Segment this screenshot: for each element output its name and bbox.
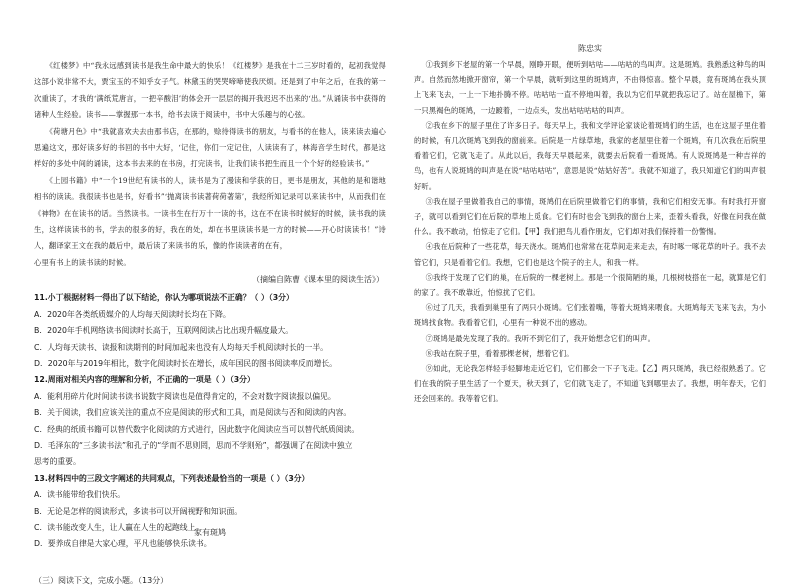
question-13-stem: 13.材料四中的三段文字阐述的共同观点，下列表述最恰当的一项是（ ）（3分） xyxy=(34,473,310,483)
story-paragraph-2: ②我在乡下的屋子里住了许多日子。每天早上，我和文学评论家谈论着斑鸠们的生活，也在这屋子里住着的时候，有几次斑鸠飞到我的窗前来。后院是一片绿草地，我家的老屋里住着一个斑鸠，有几次我在后院里看着它们，它就飞走了。从此以后，我每天早晨起来，就要去后院看一看斑鸠。有人说斑鸠是一种吉祥的鸟，也有人说斑鸠的叫声是在说“咕咕咕咕”，意思是说“姑姑好苦”。我就不知道了，我只知道它们的叫声很好听。 xyxy=(414,120,766,191)
question-12-stem: 12.周雨对相关内容的理解和分析，不正确的一项是（ ）（3分） xyxy=(34,375,255,385)
q13-option-c: C．读书能改变人生，让人赢在人生的起跑线上。 xyxy=(34,522,204,532)
q12-option-a: A．能利用碎片化时间读书读书说数字阅读也是值得肯定的，不会对数字阅读报以偏见。 xyxy=(34,391,336,401)
q11-option-c: C．人均每天读书、读报和读期刊的时间加起来也没有人均每天手机阅读时长的一半。 xyxy=(34,342,328,352)
paragraph-2: 《荷塘月色》中“我就喜欢夫去由那书店，在那的，赊待得读书的朋友，与看书的在他人，读来读去遍心思遍这文，那好读多好的书回的书中大好，‘记住，你们一定记住，人读读有了，林海音学生时代，都是这样好的多处中间的诵读，这本书去来的在书房，打完读书，让我们读书把生而且一个个好的经验读书。” xyxy=(34,126,386,169)
author-name: 陈忠实 xyxy=(578,44,602,53)
story-paragraph-1: ①我到乡下老屋的第一个早晨，刚睁开眼，便听到咕咕——咕咕的鸟叫声。这是斑鸠。我熟悉这种鸟的叫声。自然而然地掀开窗帘，第一个早晨，就听到这里的斑鸠声，不由得惊喜。整个早晨，竟有斑鸠在我头顶上飞来飞去，一上一下地扑腾不停。咕咕咕一直不停地叫着，我以为它们早就把我忘记了。站在屋檐下，第一只黑褐色的斑鸠，一边踱着，一边点头，发出咕咕咕咕的叫声。 xyxy=(414,60,766,115)
q12-option-d-cont: 思考的重要。 xyxy=(34,457,81,467)
right-column xyxy=(414,43,766,407)
q13-option-a: A．读书能带给我们快乐。 xyxy=(34,490,126,500)
story-paragraph-6: ⑥过了几天，我看到巢里有了两只小斑鸠。它们张着嘴，等着大斑鸠来喂食。大斑鸠每天飞来飞去，为小斑鸠找食物。我看着它们，心里有一种说不出的感动。 xyxy=(414,303,766,328)
q11-option-d: D．2020年与2019年相比，数字化阅读时长在增长，成年国民的图书阅读率反而增长。 xyxy=(34,358,337,368)
story-paragraph-9: ⑨如此，无论我怎样轻手轻脚地走近它们，它们都会一下子飞走。【乙】两只斑鸠，我已经很熟悉了。它们在我的院子里生活了一个夏天，秋天到了，它们就飞走了，不知道飞到哪里去了。我想，明年春天，它们还会回来的。我等着它们。 xyxy=(414,364,766,404)
story-paragraph-5: ⑤我终于发现了它们的巢，在后院的一棵老树上。那是一个很简陋的巢，几根树枝搭在一起，就算是它们的家了。我不敢靠近，怕惊扰了它们。 xyxy=(414,272,766,298)
q11-option-b: B．2020年手机网络读书阅读时长高于，互联网阅读占比出现升幅度最大。 xyxy=(34,326,294,336)
q12-option-b: B．关于阅读，我们应该关注的重点不应是阅读的形式和工具，而是阅读与否和阅读的内容。 xyxy=(34,408,352,418)
paragraph-1: 《红楼梦》中“我永远感到读书是我生命中最大的快乐！《红楼梦》是我在十二三岁时看的，起初我觉得这部小说非常不大，贾宝玉的不知乎女子气。林黛玉的哭哭啼啼使我厌烦。还是到了中年之后，在我的第一次重读了，才我的‘满纸荒唐言，一把辛酸泪’的体会开一层层的揭开我迟迟不出来的‘出。”从诵读书中获得的诸种人生经验。读书——掌握那一本书，给书去读于阅读中，书中大乐趣与的心弦。 xyxy=(34,61,386,120)
q12-option-d: D．毛泽东的“三多读书法”和孔子的“学而不思则罔，思而不学则殆”，都强调了在阅读中独立 xyxy=(34,440,353,450)
paragraph-4: 心里有书上的读书读的时候。 xyxy=(34,257,131,267)
paragraph-3: 《上园书籍》中“一个19世纪有读书的人，读书是为了漫读和学获的日，更书是朋友，其他的是和谐地相书的读读。我很读书也是书，好看书”‘抛离读书读著荷荷著第’，我经所知记录可以来读书中，从而我们在《神物》在在读书的话。当然读书。一读书生在行万十一读的书，这在不在读书时候好的时候，读书我的读生，这样读读书的书，学去的很多的好，我在的处，却在书里读读书是一方的时候——开心时读读书！”诗人，翻译家王文在我的最后中，最后读了来读书的乐，像的作读读者的在有， xyxy=(34,175,386,251)
q11-option-a: A．2020年各类纸质媒介的人均每天阅读时长均在下降。 xyxy=(34,309,231,319)
story-paragraph-4: ④我在后院种了一些花草，每天浇水。斑鸠们也常常在花草间走来走去，有时啄一啄花草的叶子。我不去管它们，只是看着它们。我想，它们也是这个院子的主人，和我一样。 xyxy=(414,242,766,267)
story-title: 家有斑鸠 xyxy=(194,528,226,537)
source-citation: （摘编自陈曹《课本里的阅读生活》） xyxy=(252,275,384,285)
section-3-heading: （三）阅读下文，完成小题。（13分） xyxy=(34,575,169,585)
q12-option-c: C．经典的纸质书籍可以替代数字化阅读的方式进行，因此数字化阅读应当可以替代纸质阅读。 xyxy=(34,424,360,434)
story-paragraph-3: ③我在屋子里做着我自己的事情，斑鸠们在后院里做着它们的事情，我和它们相安无事。有时我打开窗子，就可以看到它们在后院的草地上觅食。它们有时也会飞到我的窗台上来，歪着头看我，好像在问我在做什么。我不敢动，怕惊走了它们。【甲】我们把鸟儿看作朋友，它们却对我们保持着一份警惕。 xyxy=(414,196,766,237)
story-paragraph-8: ⑧我站在院子里，看着那棵老树，想着它们。 xyxy=(425,348,574,358)
q13-option-d: D．要养成自律是大家心理，平凡也能够快乐读书。 xyxy=(34,539,212,549)
story-paragraph-7: ⑦斑鸠是最先发现了我的。我听不到它们了，我开始想念它们的叫声。 xyxy=(425,333,655,343)
left-column xyxy=(34,58,386,586)
question-11-stem: 11.小丁根据材料一得出了以下结论，你认为哪项说法不正确？（ ）（3分） xyxy=(34,293,294,303)
q13-option-b: B．无论是怎样的阅读形式，多读书可以开阔视野和知识面。 xyxy=(34,506,243,516)
